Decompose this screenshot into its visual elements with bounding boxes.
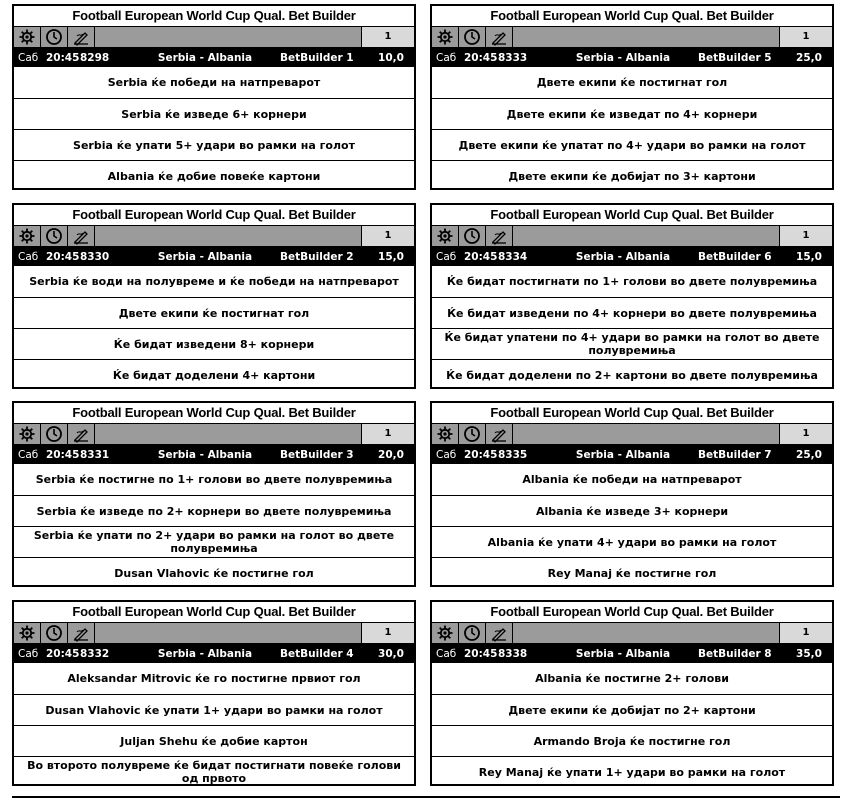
odds-column-label: 1 xyxy=(779,623,832,643)
pen-sign-icon xyxy=(486,27,513,47)
card-icon-row xyxy=(14,27,414,48)
match-code: 8330 xyxy=(80,250,110,263)
match-time: 20:45 xyxy=(464,250,498,263)
card-title: Football European World Cup Qual. Bet Builder xyxy=(14,6,414,27)
odds-value[interactable]: 15,0 xyxy=(796,250,822,263)
selection-item: Rey Manaj ќе упати 1+ удари во рамки на голот xyxy=(432,756,832,787)
selection-list xyxy=(432,464,832,588)
match-day: Саб xyxy=(18,647,39,660)
odds-value[interactable]: 25,0 xyxy=(796,448,822,461)
builder-label: BetBuilder 2 xyxy=(280,250,354,263)
bet-builder-card xyxy=(12,203,416,389)
card-icon-row xyxy=(432,424,832,445)
selection-item: Serbia ќе постигне по 1+ голови во двете полувремиња xyxy=(35,473,393,486)
selection-list xyxy=(14,663,414,787)
selection-item: Serbia ќе води на полувреме и ќе победи на натпреварот xyxy=(29,275,399,288)
selection-list xyxy=(14,266,414,390)
gear-icon xyxy=(432,424,459,444)
card-icon-row xyxy=(14,226,414,247)
bet-builder-card xyxy=(430,600,834,786)
selection-item: Albania ќе победи на натпреварот xyxy=(522,473,742,486)
match-info-row xyxy=(432,445,832,464)
match-teams: Serbia - Albania xyxy=(157,51,253,64)
match-day: Саб xyxy=(18,51,39,64)
builder-label: BetBuilder 3 xyxy=(280,448,354,461)
match-code: 8338 xyxy=(498,647,528,660)
selection-item: Ќе бидат доделени по 2+ картони во двете полувремиња xyxy=(432,359,832,390)
gear-icon xyxy=(432,226,459,246)
selection-item: Двете екипи ќе постигнат гол xyxy=(14,297,414,328)
match-teams: Serbia - Albania xyxy=(575,647,671,660)
card-icon-row xyxy=(432,623,832,644)
match-time: 20:45 xyxy=(464,647,498,660)
match-teams: Serbia - Albania xyxy=(157,647,253,660)
odds-column-label: 1 xyxy=(361,27,414,47)
odds-column-label: 1 xyxy=(361,226,414,246)
selection-item: Ќе бидат изведени по 4+ корнери во двете полувремиња xyxy=(432,297,832,328)
bet-builder-card xyxy=(430,401,834,587)
page-bottom-rule xyxy=(12,796,840,798)
selection-item: Serbia ќе упати по 2+ удари во рамки на голот во двете полувремиња xyxy=(14,526,414,557)
card-icon-row xyxy=(14,623,414,644)
match-time: 20:45 xyxy=(464,448,498,461)
gear-icon xyxy=(14,623,41,643)
match-code: 8335 xyxy=(498,448,528,461)
clock-icon xyxy=(459,424,486,444)
match-day: Саб xyxy=(436,51,457,64)
match-code: 8333 xyxy=(498,51,528,64)
match-day: Саб xyxy=(18,448,39,461)
match-day: Саб xyxy=(18,250,39,263)
match-teams: Serbia - Albania xyxy=(575,51,671,64)
odds-value[interactable]: 20,0 xyxy=(378,448,404,461)
match-code: 8331 xyxy=(80,448,110,461)
odds-value[interactable]: 15,0 xyxy=(378,250,404,263)
card-icon-row xyxy=(432,27,832,48)
selection-item: Dusan Vlahovic ќе упати 1+ удари во рамки на голот xyxy=(14,694,414,725)
card-icon-row xyxy=(432,226,832,247)
odds-value[interactable]: 25,0 xyxy=(796,51,822,64)
odds-column-label: 1 xyxy=(779,424,832,444)
match-teams: Serbia - Albania xyxy=(575,448,671,461)
bet-builder-card xyxy=(12,600,416,786)
selection-item: Dusan Vlahovic ќе постигне гол xyxy=(14,557,414,588)
match-code: 8334 xyxy=(498,250,528,263)
card-title: Football European World Cup Qual. Bet Builder xyxy=(432,602,832,623)
selection-item: Aleksandar Mitrovic ќе го постигне првиот гол xyxy=(67,672,361,685)
builder-label: BetBuilder 6 xyxy=(698,250,772,263)
gear-icon xyxy=(14,424,41,444)
pen-sign-icon xyxy=(486,424,513,444)
selection-item: Albania ќе постигне 2+ голови xyxy=(535,672,729,685)
builder-label: BetBuilder 8 xyxy=(698,647,772,660)
selection-item: Serbia ќе изведе по 2+ корнери во двете полувремиња xyxy=(14,495,414,526)
selection-item: Armando Broja ќе постигне гол xyxy=(432,725,832,756)
selection-item: Rey Manaj ќе постигне гол xyxy=(432,557,832,588)
selection-item: Albania ќе изведе 3+ корнери xyxy=(432,495,832,526)
selection-item: Ќе бидат постигнати по 1+ голови во двете полувремиња xyxy=(446,275,818,288)
bet-builder-card xyxy=(12,4,416,190)
match-info-row xyxy=(432,48,832,67)
match-day: Саб xyxy=(436,448,457,461)
builder-label: BetBuilder 1 xyxy=(280,51,354,64)
card-title: Football European World Cup Qual. Bet Builder xyxy=(432,6,832,27)
bet-builder-card xyxy=(430,203,834,389)
clock-icon xyxy=(41,623,68,643)
match-time: 20:45 xyxy=(46,51,80,64)
match-day: Саб xyxy=(436,250,457,263)
selection-item: Ќе бидат изведени 8+ корнери xyxy=(14,328,414,359)
selection-item: Serbia ќе победи на натпреварот xyxy=(107,76,321,89)
selection-item: Двете екипи ќе упатат по 4+ удари во рамки на голот xyxy=(432,129,832,160)
clock-icon xyxy=(41,226,68,246)
match-time: 20:45 xyxy=(464,51,498,64)
selection-list xyxy=(432,67,832,191)
odds-column-label: 1 xyxy=(779,27,832,47)
selection-item: Albania ќе добие повеќе картони xyxy=(14,160,414,191)
match-code: 8298 xyxy=(80,51,110,64)
selection-list xyxy=(14,67,414,191)
clock-icon xyxy=(459,226,486,246)
match-teams: Serbia - Albania xyxy=(575,250,671,263)
odds-column-label: 1 xyxy=(361,424,414,444)
clock-icon xyxy=(41,27,68,47)
card-title: Football European World Cup Qual. Bet Builder xyxy=(14,205,414,226)
match-teams: Serbia - Albania xyxy=(157,448,253,461)
pen-sign-icon xyxy=(68,424,95,444)
pen-sign-icon xyxy=(68,226,95,246)
match-info-row xyxy=(432,644,832,663)
selection-item: Ќе бидат доделени 4+ картони xyxy=(14,359,414,390)
bet-builder-card xyxy=(430,4,834,190)
gear-icon xyxy=(432,27,459,47)
match-time: 20:45 xyxy=(46,448,80,461)
selection-list xyxy=(14,464,414,588)
selection-list xyxy=(432,266,832,390)
match-info-row xyxy=(14,247,414,266)
selection-item: Во второто полувреме ќе бидат постигнати повеќе голови од првото xyxy=(14,756,414,787)
bet-builder-card xyxy=(12,401,416,587)
match-code: 8332 xyxy=(80,647,110,660)
match-info-row xyxy=(432,247,832,266)
gear-icon xyxy=(14,226,41,246)
card-title: Football European World Cup Qual. Bet Builder xyxy=(14,602,414,623)
match-time: 20:45 xyxy=(46,647,80,660)
selection-item: Serbia ќе упати 5+ удари во рамки на голот xyxy=(14,129,414,160)
match-info-row xyxy=(14,48,414,67)
selection-item: Juljan Shehu ќе добие картон xyxy=(14,725,414,756)
pen-sign-icon xyxy=(68,27,95,47)
odds-value[interactable]: 10,0 xyxy=(378,51,404,64)
selection-item: Двете екипи ќе постигнат гол xyxy=(536,76,728,89)
builder-label: BetBuilder 7 xyxy=(698,448,772,461)
selection-item: Двете екипи ќе добијат по 2+ картони xyxy=(432,694,832,725)
card-title: Football European World Cup Qual. Bet Builder xyxy=(432,403,832,424)
selection-item: Albania ќе упати 4+ удари во рамки на голот xyxy=(432,526,832,557)
card-title: Football European World Cup Qual. Bet Builder xyxy=(432,205,832,226)
gear-icon xyxy=(432,623,459,643)
builder-label: BetBuilder 5 xyxy=(698,51,772,64)
selection-item: Serbia ќе изведе 6+ корнери xyxy=(14,98,414,129)
selection-item: Двете екипи ќе добијат по 3+ картони xyxy=(432,160,832,191)
builder-label: BetBuilder 4 xyxy=(280,647,354,660)
pen-sign-icon xyxy=(68,623,95,643)
gear-icon xyxy=(14,27,41,47)
clock-icon xyxy=(459,623,486,643)
odds-value[interactable]: 30,0 xyxy=(378,647,404,660)
selection-item: Двете екипи ќе изведат по 4+ корнери xyxy=(432,98,832,129)
odds-value[interactable]: 35,0 xyxy=(796,647,822,660)
match-info-row xyxy=(14,644,414,663)
match-day: Саб xyxy=(436,647,457,660)
clock-icon xyxy=(41,424,68,444)
clock-icon xyxy=(459,27,486,47)
pen-sign-icon xyxy=(486,226,513,246)
match-time: 20:45 xyxy=(46,250,80,263)
match-info-row xyxy=(14,445,414,464)
odds-column-label: 1 xyxy=(779,226,832,246)
selection-list xyxy=(432,663,832,787)
selection-item: Ќе бидат упатени по 4+ удари во рамки на голот во двете полувремиња xyxy=(432,328,832,359)
odds-column-label: 1 xyxy=(361,623,414,643)
pen-sign-icon xyxy=(486,623,513,643)
match-teams: Serbia - Albania xyxy=(157,250,253,263)
card-icon-row xyxy=(14,424,414,445)
card-title: Football European World Cup Qual. Bet Builder xyxy=(14,403,414,424)
